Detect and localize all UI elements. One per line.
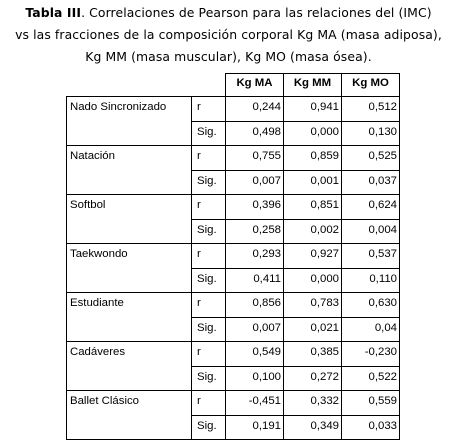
caption-label: Tabla III <box>25 5 82 20</box>
table-row <box>67 97 400 122</box>
sig-value-cell: 0,000 <box>284 269 342 293</box>
r-value-cell: 0,851 <box>284 195 342 220</box>
sig-value-cell: 0,110 <box>342 269 400 293</box>
sig-value-cell: 0,021 <box>284 318 342 342</box>
column-header: Kg MA <box>226 74 284 97</box>
sig-value-cell: 0,522 <box>342 367 400 391</box>
table-header-row <box>67 74 400 97</box>
sig-value-cell: 0,007 <box>226 171 284 195</box>
r-value-cell: 0,755 <box>226 146 284 171</box>
sig-value-cell: 0,258 <box>226 220 284 244</box>
stat-label-sig: Sig. <box>192 269 226 293</box>
r-value-cell: -0,230 <box>342 342 400 367</box>
r-value-cell: 0,332 <box>284 391 342 416</box>
r-value-cell: 0,630 <box>342 293 400 318</box>
table-row <box>67 342 400 367</box>
group-name: Ballet Clásico <box>67 391 192 440</box>
column-header: Kg MO <box>342 74 400 97</box>
stat-label-r: r <box>192 244 226 269</box>
table-row <box>67 195 400 220</box>
stat-label-r: r <box>192 195 226 220</box>
sig-value-cell: 0,000 <box>284 122 342 146</box>
stat-label-sig: Sig. <box>192 318 226 342</box>
table-row <box>67 293 400 318</box>
sig-value-cell: 0,007 <box>226 318 284 342</box>
r-value-cell: 0,525 <box>342 146 400 171</box>
stat-label-r: r <box>192 97 226 122</box>
table-row <box>67 146 400 171</box>
r-value-cell: 0,941 <box>284 97 342 122</box>
r-value-cell: 0,783 <box>284 293 342 318</box>
table-row <box>67 391 400 416</box>
caption-line-2: vs las fracciones de la composición corporal Kg MA (masa adiposa), <box>15 27 442 42</box>
caption-line-3: Kg MM (masa muscular), Kg MO (masa ósea). <box>85 49 372 64</box>
stat-label-sig: Sig. <box>192 367 226 391</box>
r-value-cell: 0,537 <box>342 244 400 269</box>
sig-value-cell: 0,498 <box>226 122 284 146</box>
r-value-cell: 0,512 <box>342 97 400 122</box>
sig-value-cell: 0,004 <box>342 220 400 244</box>
r-value-cell: -0,451 <box>226 391 284 416</box>
header-blank <box>67 74 226 97</box>
sig-value-cell: 0,04 <box>342 318 400 342</box>
r-value-cell: 0,293 <box>226 244 284 269</box>
table-body <box>67 97 400 440</box>
r-value-cell: 0,244 <box>226 97 284 122</box>
r-value-cell: 0,624 <box>342 195 400 220</box>
caption-line-1-text: . Correlaciones de Pearson para las relaciones del (IMC) <box>81 5 432 20</box>
sig-value-cell: 0,001 <box>284 171 342 195</box>
group-name: Cadáveres <box>67 342 192 391</box>
table-caption <box>0 2 457 68</box>
sig-value-cell: 0,349 <box>284 416 342 440</box>
sig-value-cell: 0,037 <box>342 171 400 195</box>
group-name: Estudiante <box>67 293 192 342</box>
stat-label-sig: Sig. <box>192 416 226 440</box>
r-value-cell: 0,385 <box>284 342 342 367</box>
stat-label-r: r <box>192 146 226 171</box>
r-value-cell: 0,549 <box>226 342 284 367</box>
r-value-cell: 0,396 <box>226 195 284 220</box>
table-row <box>67 244 400 269</box>
r-value-cell: 0,559 <box>342 391 400 416</box>
group-name: Taekwondo <box>67 244 192 293</box>
sig-value-cell: 0,411 <box>226 269 284 293</box>
sig-value-cell: 0,272 <box>284 367 342 391</box>
r-value-cell: 0,927 <box>284 244 342 269</box>
r-value-cell: 0,859 <box>284 146 342 171</box>
group-name: Natación <box>67 146 192 195</box>
stat-label-r: r <box>192 293 226 318</box>
stat-label-r: r <box>192 391 226 416</box>
stat-label-sig: Sig. <box>192 171 226 195</box>
r-value-cell: 0,856 <box>226 293 284 318</box>
stat-label-r: r <box>192 342 226 367</box>
stat-label-sig: Sig. <box>192 220 226 244</box>
sig-value-cell: 0,191 <box>226 416 284 440</box>
column-header: Kg MM <box>284 74 342 97</box>
sig-value-cell: 0,002 <box>284 220 342 244</box>
correlation-table <box>66 73 400 440</box>
group-name: Nado Sincronizado <box>67 97 192 146</box>
group-name: Softbol <box>67 195 192 244</box>
sig-value-cell: 0,033 <box>342 416 400 440</box>
sig-value-cell: 0,100 <box>226 367 284 391</box>
caption-line-1 <box>0 2 457 24</box>
sig-value-cell: 0,130 <box>342 122 400 146</box>
stat-label-sig: Sig. <box>192 122 226 146</box>
